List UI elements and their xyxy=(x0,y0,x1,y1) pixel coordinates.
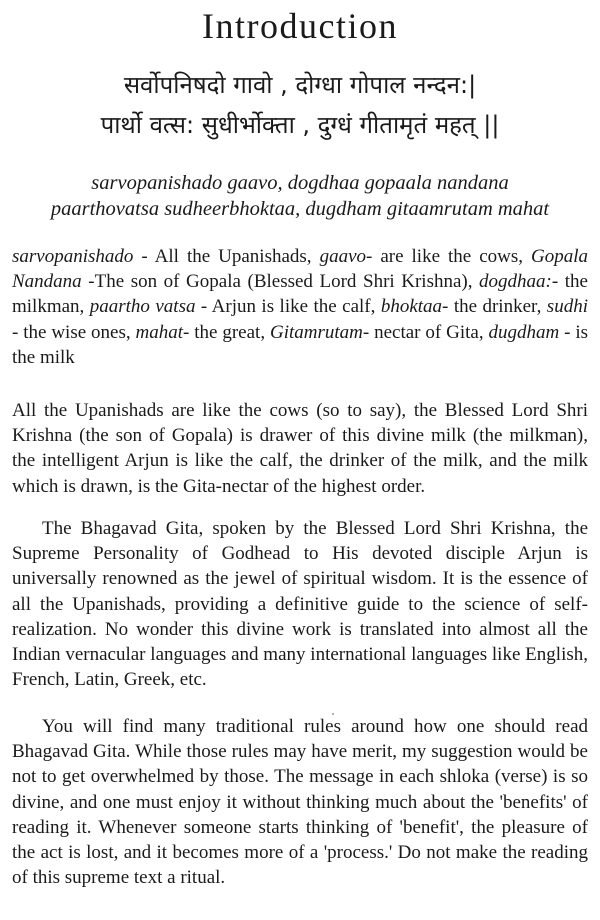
body-paragraph-2: The Bhagavad Gita, spoken by the Blessed Lord Shri Krishna, the Supreme Personality of Godhead to His devoted disciple Arjun is universally renowned as the jewel of spiritual wisdom. It is the essence of all the Upanishads, providing a definitive guide to the science of self-realization. No wonder this divine work is translated into almost all the Indian vernacular languages and many international languages like English, French, Latin, Greek, etc. xyxy=(12,518,588,691)
word-glossary-paragraph xyxy=(12,244,588,370)
glossary-definition: nectar of Gita, xyxy=(369,321,489,343)
transliteration-line-2: paarthovatsa sudheerbhoktaa, dugdham gitaamrutam mahat xyxy=(50,198,550,220)
transliteration-line-1: sarvopanishado gaavo, dogdhaa gopaala nandana xyxy=(91,172,509,194)
sanskrit-verse-line-1: सर्वोपनिषदो गावो , दोग्धा गोपाल नन्दन:| xyxy=(123,71,477,99)
glossary-definition: - is the milk xyxy=(12,321,589,368)
glossary-definition: are like the cows, xyxy=(372,246,531,267)
glossary-term: Gitamrutam- xyxy=(269,321,370,343)
body-paragraph-3: You will find many traditional rules around how one should read Bhagavad Gita. While those rules may have merit, my suggestion would be not to get overwhelmed by those. The message in each shloka (verse) is so divine, and one must enjoy it without thinking much about the 'benefits' of reading it. Whenever someone starts thinking of 'benefit', the pleasure of the act is lost, and it becomes more of a 'process.' Do not make the reading of this supreme text a ritual. xyxy=(12,716,588,889)
glossary-term: sudhi xyxy=(546,296,588,318)
glossary-definition: - the wise ones, xyxy=(12,321,136,343)
glossary-definition: - Arjun is like the calf, xyxy=(195,296,381,318)
glossary-definition: - All the Upanishads, xyxy=(133,246,320,267)
glossary-term: paartho vatsa xyxy=(89,296,196,318)
glossary-term: bhoktaa- xyxy=(380,296,449,318)
glossary-definition: the drinker, xyxy=(448,296,547,318)
page-title: Introduction xyxy=(202,6,398,46)
glossary-definition: the milkman, xyxy=(12,271,588,318)
glossary-term: Gopala Nandana xyxy=(12,246,588,293)
sanskrit-verse-line-2: पार्थो वत्स: सुधीर्भोक्ता , दुग्धं गीतामृतं महत् || xyxy=(100,111,500,139)
body-paragraph-1: All the Upanishads are like the cows (so to say), the Blessed Lord Shri Krishna (the son of Gopala) is drawer of this divine milk (the milkman), the intelligent Arjun is like the calf, the drinker of the milk, and the milk which is drawn, is the Gita-nectar of the highest order. xyxy=(12,400,588,497)
glossary-definition: -The son of Gopala (Blessed Lord Shri Krishna), xyxy=(81,271,480,293)
glossary-term: sarvopanishado xyxy=(12,246,134,267)
glossary-term: mahat- xyxy=(135,321,190,343)
glossary-definition: the great, xyxy=(189,321,270,343)
glossary-term: gaavo- xyxy=(319,246,373,267)
glossary-term: dugdham xyxy=(488,321,560,343)
glossary-term: dogdhaa:- xyxy=(479,271,559,293)
